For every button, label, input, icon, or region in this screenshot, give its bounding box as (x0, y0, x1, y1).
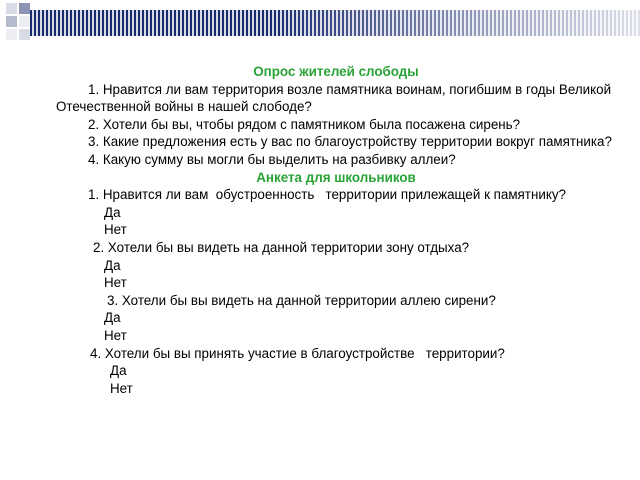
document-body (56, 63, 616, 397)
answer-no: Нет (110, 380, 133, 396)
school-form-title: Анкета для школьников (256, 169, 416, 185)
school-question-4: 4. Хотели бы вы принять участие в благоустройстве территории? (90, 345, 505, 361)
survey-question-4: 4. Какую сумму вы могли бы выделить на разбивку аллеи? (88, 151, 456, 167)
school-question-2: 2. Хотели бы вы видеть на данной территории зону отдыха? (93, 239, 470, 255)
answer-yes: Да (104, 204, 121, 220)
survey-question-1: 1. Нравится ли вам территория возле памятника воинам, погибшим в годы Великой Отечественной войны в нашей слободе? (56, 81, 612, 115)
answer-no: Нет (104, 222, 127, 238)
decor-square (19, 29, 30, 40)
school-question-3: 3. Хотели бы вы видеть на данной территории аллею сирени? (107, 292, 496, 308)
school-question-1: 1. Нравится ли вам обустроенность территории прилежащей к памятнику? (88, 187, 566, 203)
answer-yes: Да (110, 363, 127, 379)
decor-square (6, 3, 17, 14)
decorative-banner (0, 0, 640, 44)
answer-no: Нет (104, 275, 127, 291)
survey-question-2: 2. Хотели бы вы, чтобы рядом с памятником была посажена сирень? (88, 116, 521, 132)
decor-square (6, 29, 17, 40)
answer-yes: Да (104, 310, 121, 326)
survey-title: Опрос жителей слободы (253, 64, 419, 79)
decor-square (6, 16, 17, 27)
striped-band (30, 10, 640, 36)
decor-square (19, 3, 30, 14)
survey-question-3: 3. Какие предложения есть у вас по благоустройству территории вокруг памятника? (88, 134, 612, 150)
decor-square (19, 16, 30, 27)
answer-no: Нет (104, 327, 127, 343)
answer-yes: Да (104, 257, 121, 273)
